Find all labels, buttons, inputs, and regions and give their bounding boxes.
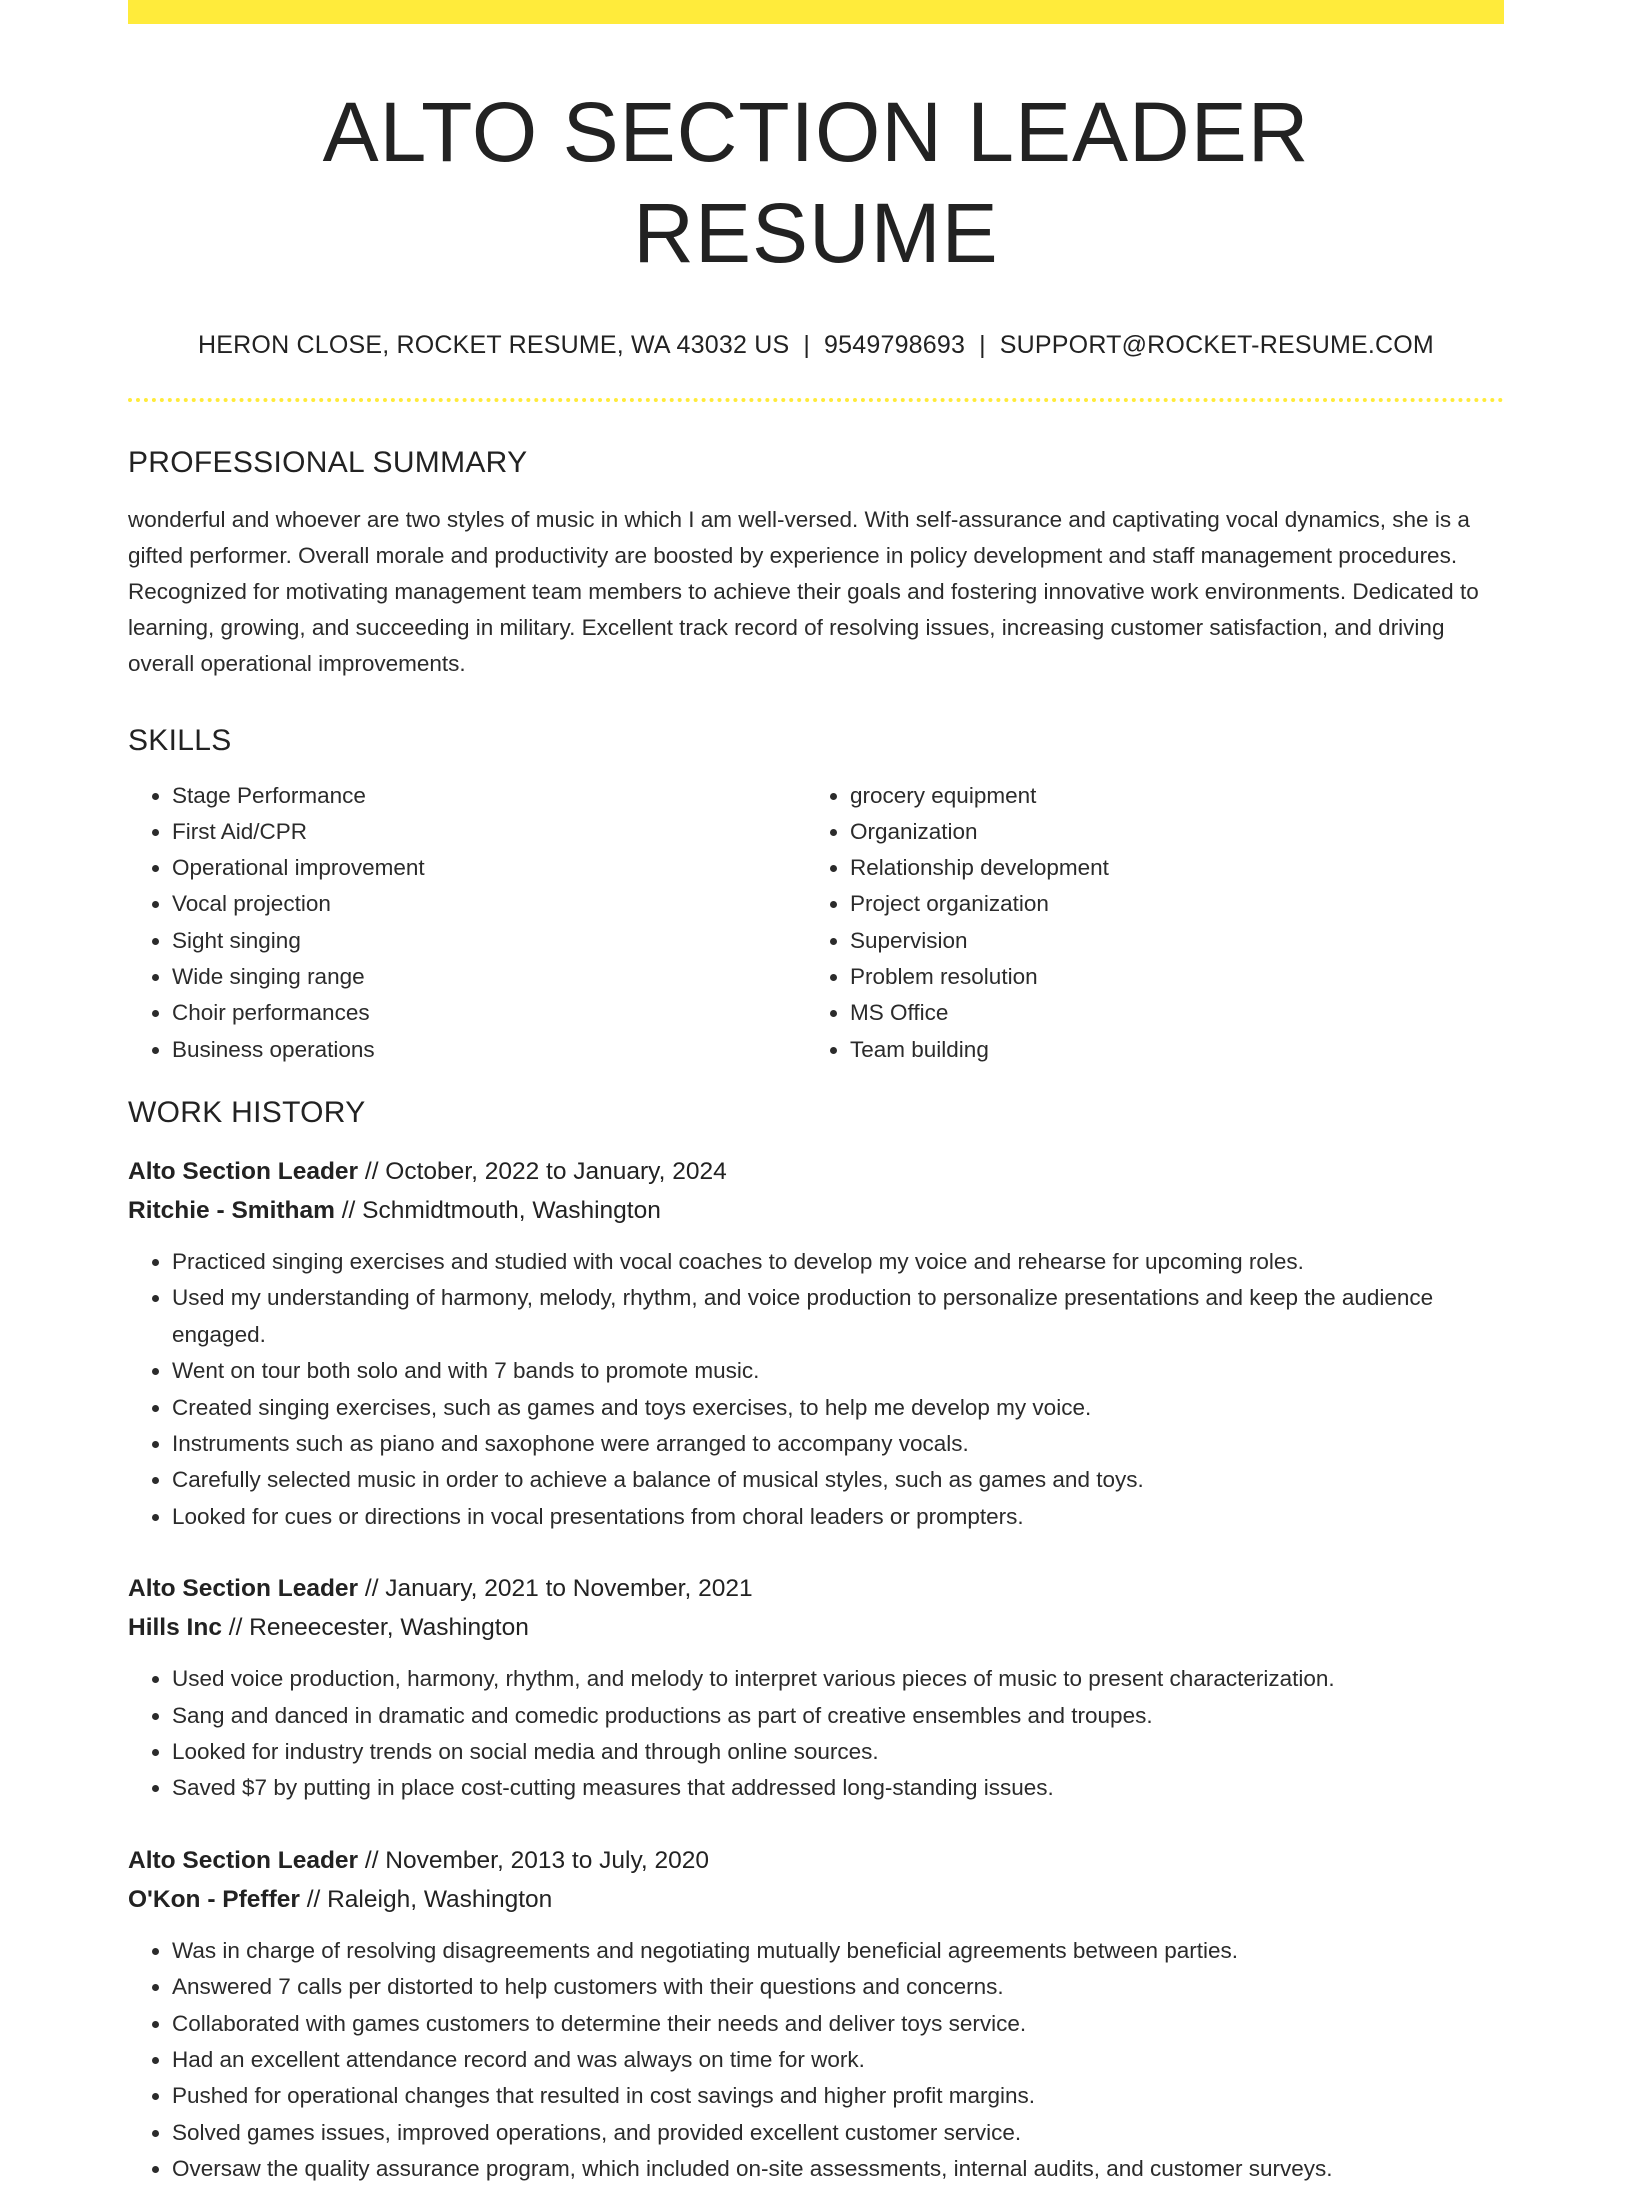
skill-item: • Wide singing range [172,959,806,995]
job-company: Hills Inc [128,1614,222,1642]
skill-item: • Choir performances [172,995,806,1031]
job-bullet: • Oversaw the quality assurance program, which included on-site assessments, internal audits, and customer surveys. [172,2151,1504,2187]
job-bullet: • Used voice production, harmony, rhythm, and melody to interpret various pieces of music to present characterization. [172,1661,1504,1697]
contact-address: HERON CLOSE, ROCKET RESUME, WA 43032 US [198,330,790,359]
resume-title: ALTO SECTION LEADER RESUME [322,85,1310,280]
job-bullet: • Solved games issues, improved operations, and provided excellent customer service. [172,2115,1504,2151]
job-bullets [128,1661,1504,1807]
job-bullet: • Created singing exercises, such as games and toys exercises, to help me develop my voice. [172,1390,1504,1426]
skill-item: • Project organization [850,886,1490,922]
job-bullet: • Practiced singing exercises and studied with vocal coaches to develop my voice and rehearse for upcoming roles. [172,1244,1504,1280]
job-bullet: • Instruments such as piano and saxophone were arranged to accompany vocals. [172,1426,1504,1462]
skill-item: • Stage Performance [172,778,806,814]
job-bullet: • Went on tour both solo and with 7 bands to promote music. [172,1353,1504,1389]
job-title: Alto Section Leader [128,1157,359,1185]
skill-item: • Team building [850,1032,1490,1068]
job-bullets [128,1933,1504,2188]
job-bullet: • Answered 7 calls per distorted to help customers with their questions and concerns. [172,1969,1504,2005]
resume-page [128,0,1504,2188]
divider [128,398,1504,402]
job-company: Ritchie - Smitham [128,1196,335,1224]
skill-item: • Problem resolution [850,959,1490,995]
skills-list [128,778,1504,1068]
contact-separator: | [803,330,811,359]
job-dates: // November, 2013 to July, 2020 [358,1846,709,1874]
contact-email: SUPPORT@ROCKET-RESUME.COM [999,330,1434,359]
summary-text: wonderful and whoever are two styles of music in which I am well-versed. With self-assurance and captivating vocal dynamics, she is a gifted performer. Overall morale and productivity are boosted by experience in policy development and staff management procedures. Recognized for motivating management team members to achieve their goals and fostering innovative work environments. Dedicated to learning, growing, and succeeding in military. Excellent track record of resolving issues, increasing customer satisfaction, and driving overall operational improvements. [128,506,1479,676]
job-entry [128,1569,1504,1807]
job-company: O'Kon - Pfeffer [128,1885,300,1913]
skill-item: • grocery equipment [850,778,1490,814]
job-bullet: • Looked for cues or directions in vocal presentations from choral leaders or prompters. [172,1499,1504,1535]
job-location: // Schmidtmouth, Washington [334,1196,661,1224]
job-company-line [128,1880,1504,1919]
work-history-heading: WORK HISTORY [128,1095,366,1129]
job-company-line [128,1191,1504,1230]
job-title: Alto Section Leader [128,1575,359,1603]
job-title-line [128,1569,1504,1608]
job-bullet: • Saved $7 by putting in place cost-cutting measures that addressed long-standing issues. [172,1770,1504,1806]
skills-column-right [806,778,1490,1068]
contact-line [128,331,1504,360]
job-bullet: • Looked for industry trends on social media and through online sources. [172,1734,1504,1770]
skill-item: • Vocal projection [172,886,806,922]
job-bullet: • Carefully selected music in order to achieve a balance of musical styles, such as games and toys. [172,1462,1504,1498]
job-location: // Raleigh, Washington [299,1885,553,1913]
contact-separator: | [979,330,986,359]
job-dates: // October, 2022 to January, 2024 [358,1157,727,1185]
skills-heading: SKILLS [128,723,232,757]
job-bullet: • Sang and danced in dramatic and comedic productions as part of creative ensembles and troupes. [172,1698,1504,1734]
skill-item: • Business operations [172,1032,806,1068]
skill-item: • Sight singing [172,923,806,959]
job-bullet: • Used my understanding of harmony, melody, rhythm, and voice production to personalize presentations and keep the audience engaged. [172,1280,1504,1353]
skill-item: • Relationship development [850,850,1490,886]
skill-item: • First Aid/CPR [172,814,806,850]
job-title: Alto Section Leader [128,1846,359,1874]
job-dates: // January, 2021 to November, 2021 [358,1575,753,1603]
job-bullet: • Was in charge of resolving disagreements and negotiating mutually beneficial agreements between parties. [172,1933,1504,1969]
accent-bar [128,0,1504,24]
job-title-line [128,1841,1504,1880]
job-location: // Reneecester, Washington [221,1614,529,1642]
job-bullet: • Collaborated with games customers to determine their needs and deliver toys service. [172,2006,1504,2042]
job-bullet: • Had an excellent attendance record and was always on time for work. [172,2042,1504,2078]
job-bullets [128,1244,1504,1535]
job-title-line [128,1152,1504,1191]
summary-heading: PROFESSIONAL SUMMARY [128,445,528,479]
skill-item: • MS Office [850,995,1490,1031]
job-entry [128,1841,1504,2188]
job-entry [128,1152,1504,1535]
job-bullet: • Pushed for operational changes that resulted in cost savings and higher profit margins. [172,2078,1504,2114]
skill-item: • Operational improvement [172,850,806,886]
skill-item: • Supervision [850,923,1490,959]
job-company-line [128,1608,1504,1647]
contact-phone: 9549798693 [824,330,966,359]
skills-column-left [128,778,806,1068]
skill-item: • Organization [850,814,1490,850]
